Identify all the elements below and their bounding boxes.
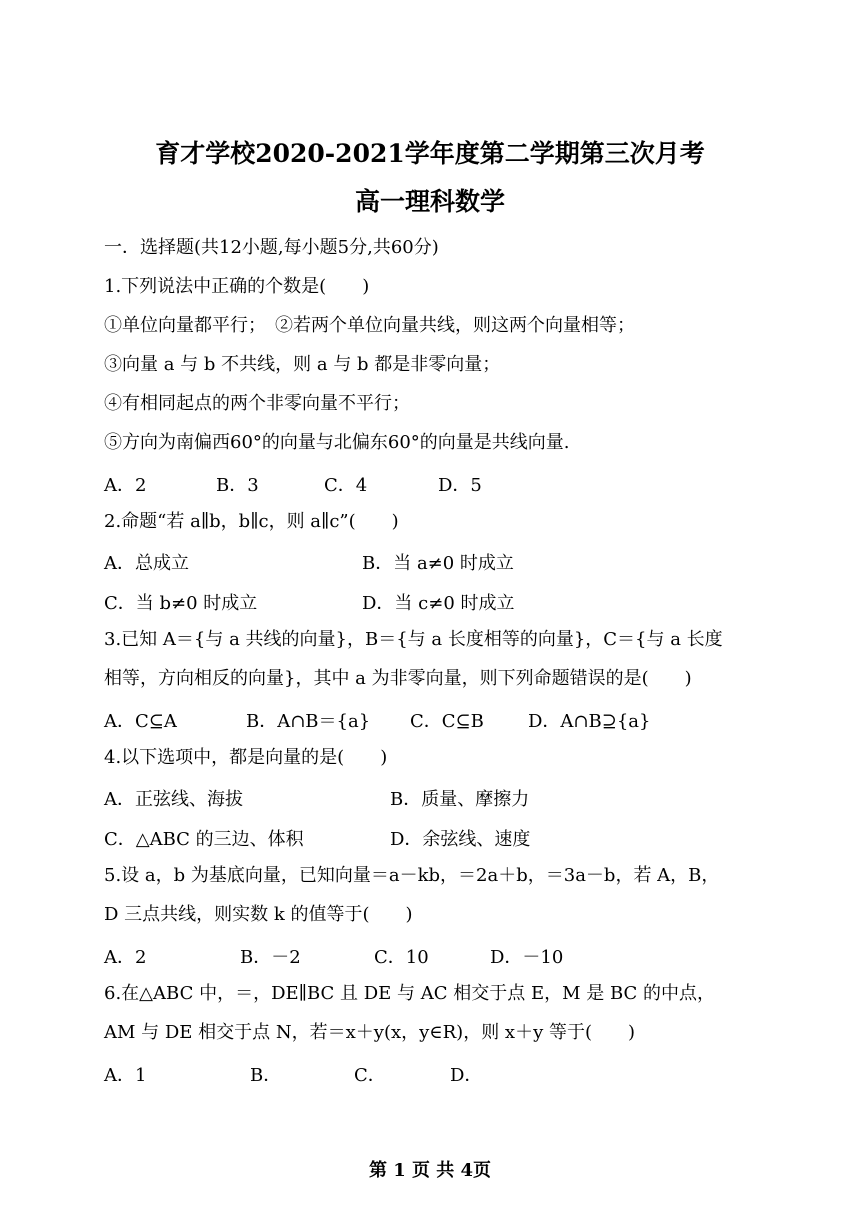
q4-option-b: B．质量、摩擦力 xyxy=(390,789,530,810)
q3-option-b: B．A∩B＝{a} xyxy=(246,711,371,732)
q4-option-d: D．余弦线、速度 xyxy=(390,829,531,850)
q2-option-b: B．当 a≠0 时成立 xyxy=(362,553,514,574)
section-heading: 一．选择题(共12小题,每小题5分,共60分) xyxy=(104,237,439,258)
q2-option-c: C．当 b≠0 时成立 xyxy=(104,593,258,614)
q1-option-c: C．4 xyxy=(324,475,368,496)
q5-option-b: B．－2 xyxy=(240,947,301,968)
q5-option-a: A．2 xyxy=(104,947,147,968)
q4-option-a: A．正弦线、海拔 xyxy=(104,789,243,810)
q5-stem-line2: D 三点共线，则实数 k 的值等于( ) xyxy=(104,904,413,925)
q1-statement-3: ③向量 a 与 b 不共线，则 a 与 b 都是非零向量； xyxy=(104,354,501,375)
q6-option-a: A．1 xyxy=(104,1065,147,1086)
q1-option-b: B．3 xyxy=(216,475,259,496)
q6-stem-line1: 6.在△ABC 中，＝，DE∥BC 且 DE 与 AC 相交于点 E，M 是 BC 的中点， xyxy=(104,983,716,1004)
q6-option-d: D． xyxy=(450,1065,483,1086)
q6-stem-line2: AM 与 DE 相交于点 N，若＝x＋y(x，y∈R)，则 x＋y 等于( ) xyxy=(104,1022,636,1043)
q3-option-a: A．C⊆A xyxy=(104,711,177,732)
q5-option-d: D．－10 xyxy=(490,947,564,968)
q1-option-d: D．5 xyxy=(438,475,482,496)
exam-title: 育才学校2020-2021学年度第二学期第三次月考 xyxy=(155,139,705,168)
q1-statement-4: ④有相同起点的两个非零向量不平行； xyxy=(104,393,410,414)
q4-stem: 4.以下选项中，都是向量的是( ) xyxy=(104,747,388,768)
q1-option-a: A．2 xyxy=(104,475,147,496)
q3-option-c: C．C⊆B xyxy=(410,711,484,732)
q3-stem-line1: 3.已知 A＝{与 a 共线的向量}，B＝{与 a 长度相等的向量}，C＝{与 a 长度 xyxy=(104,629,723,650)
exam-subtitle: 高一理科数学 xyxy=(354,187,505,216)
q6-option-b: B． xyxy=(250,1065,282,1086)
q1-stem: 1.下列说法中正确的个数是( ) xyxy=(104,276,370,297)
q3-option-d: D．A∩B⊇{a} xyxy=(528,711,651,732)
q5-stem-line1: 5.设 a，b 为基底向量，已知向量＝a－kb，＝2a＋b，＝3a－b，若 A，B， xyxy=(104,865,720,886)
q6-option-c: C． xyxy=(354,1065,386,1086)
q4-option-c: C．△ABC 的三边、体积 xyxy=(104,829,304,850)
q1-statement-1-2: ①单位向量都平行； ②若两个单位向量共线，则这两个向量相等； xyxy=(104,315,635,336)
q5-option-c: C．10 xyxy=(374,947,429,968)
q2-option-d: D．当 c≠0 时成立 xyxy=(362,593,515,614)
page-footer: 第 1 页 共 4页 xyxy=(368,1160,492,1181)
q2-option-a: A．总成立 xyxy=(104,553,189,574)
q1-statement-5: ⑤方向为南偏西60°的向量与北偏东60°的向量是共线向量. xyxy=(104,432,570,453)
q3-stem-line2: 相等，方向相反的向量}，其中 a 为非零向量，则下列命题错误的是( ) xyxy=(104,668,692,689)
q2-stem: 2.命题“若 a∥b，b∥c，则 a∥c”( ) xyxy=(104,511,399,532)
